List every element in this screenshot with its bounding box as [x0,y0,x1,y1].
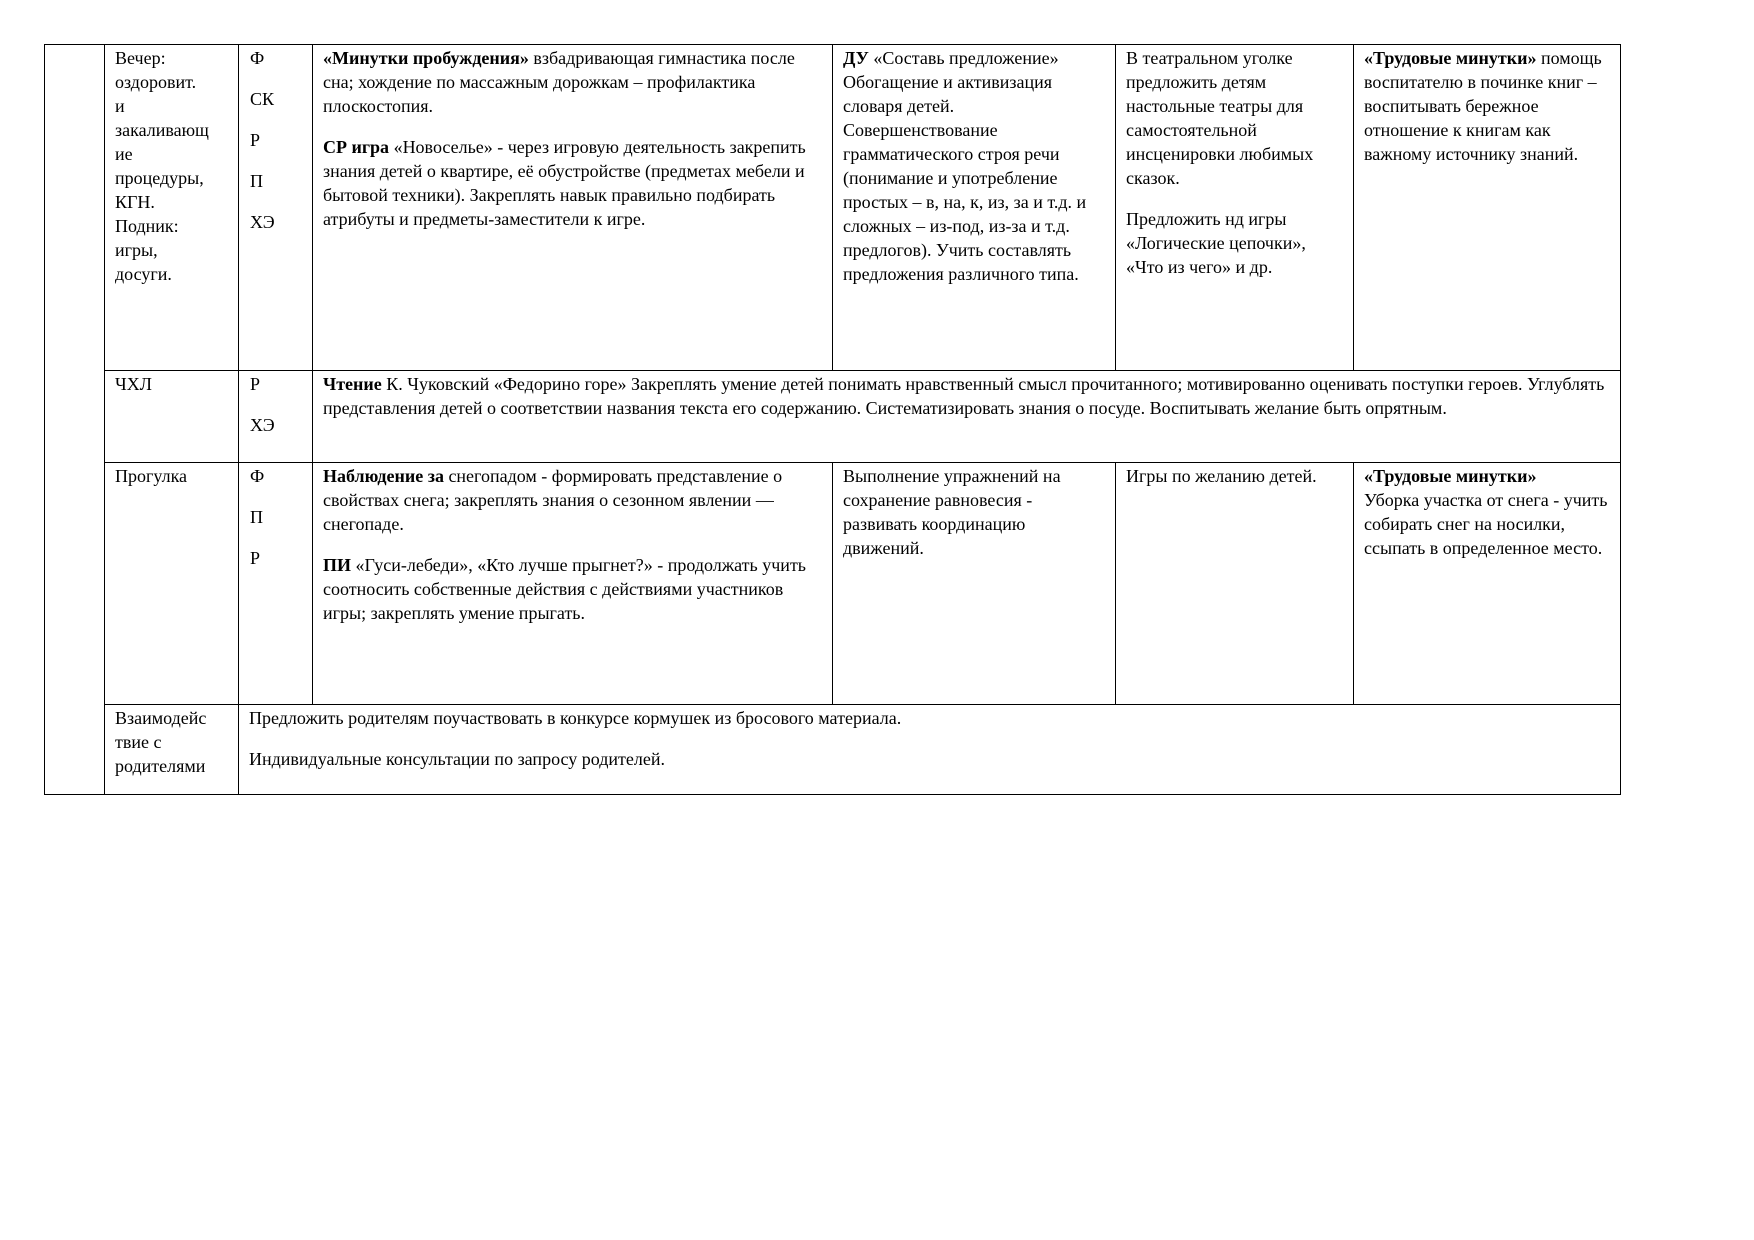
speech-exercise-text [843,46,1105,286]
section-cell-reading [105,371,239,463]
reading-body: К. Чуковский «Федорино горе» Закреплять умение детей понимать нравственный смысл прочитанного; мотивированно оценивать поступки героев. Углублять представления детей о соответствии названия текста его содержанию. Систематизировать знания о посуде. Воспитывать желание быть опрятным. [323,374,1605,418]
section-label-walk: Прогулка [115,466,188,486]
observation-title: Наблюдение за [323,466,444,486]
board-games-text: Предложить нд игры «Логические цепочки», «Что из чего» и др. [1126,209,1306,277]
theatre-corner-text: В театральном уголке предложить детям настольные театры для самостоятельной инсценировки любимых сказок. [1126,48,1314,188]
parents-cell [239,705,1621,795]
date-column [45,45,105,795]
section-label-evening: Вечер: оздоровит. и закаливающ ие процедуры, КГН. Подник: игры, досуги. [115,48,209,284]
observation-body: снегопадом - формировать представление о свойствах снега; закреплять знания о сезонном явлении — снегопаде. [323,466,783,534]
outdoor-games-text [323,553,822,625]
wakeup-exercise-title: «Минутки пробуждения» [323,48,529,68]
roleplay-game-body: «Новоселье» - через игровую деятельность закрепить знания детей о квартире, её обустройстве (предметах мебели и бытовой техники). Закреплять навык правильно подбирать атрибуты и предметы-заместители к игре. [323,137,806,229]
group-activity-cell-evening [313,45,833,371]
section-cell-parents [105,705,239,795]
code-sk: СК [250,89,275,109]
daily-plan-table [44,44,1621,795]
code-r: Р [250,548,261,568]
environment-cell-walk [1116,463,1354,705]
code-r: Р [250,130,261,150]
code-f: Ф [250,48,265,68]
code-khe: ХЭ [250,212,275,232]
labor-minutes-body-evening: помощь воспитателю в починке книг – воспитывать бережное отношение к книгам как важному источнику знаний. [1364,48,1602,164]
outdoor-games-title: ПИ [323,555,352,575]
roleplay-game-title: СР игра [323,137,390,157]
consultations-text: Индивидуальные консультации по запросу родителей. [249,749,665,769]
codes-cell-reading [239,371,313,463]
wakeup-exercise-body: взбадривающая гимнастика после сна; хождение по массажным дорожкам – профилактика плоскостопия. [323,48,795,116]
roleplay-game-text [323,135,822,231]
labor-cell-walk [1354,463,1621,705]
group-activity-cell-walk [313,463,833,705]
labor-minutes-text-evening [1364,46,1610,166]
section-cell-walk [105,463,239,705]
outdoor-games-body: «Гуси-лебеди», «Кто лучше прыгнет?» - продолжать учить соотносить собственные действия с действиями участников игры; закреплять умение прыгать. [323,555,807,623]
feeder-contest-text: Предложить родителям поучаствовать в конкурсе кормушек из бросового материала. [249,708,902,728]
codes-cell-walk [239,463,313,705]
row-parents [45,705,1621,795]
section-cell-evening [105,45,239,371]
labor-cell-evening [1354,45,1621,371]
row-evening [45,45,1621,371]
labor-minutes-title-walk: «Трудовые минутки» [1364,466,1537,486]
individual-work-cell-walk [833,463,1116,705]
code-f: Ф [250,466,265,486]
section-label-parents: Взаимодейс твие с родителями [115,708,207,776]
section-label-reading: ЧХЛ [115,374,152,394]
labor-minutes-title-evening: «Трудовые минутки» [1364,48,1537,68]
wakeup-exercise-text [323,46,822,118]
reading-text [323,372,1610,420]
code-p: П [250,507,263,527]
speech-exercise-title: ДУ [843,48,869,68]
code-p: П [250,171,263,191]
environment-cell-evening [1116,45,1354,371]
observation-text [323,464,822,536]
speech-exercise-body: «Составь предложение» Обогащение и активизация словаря детей. Совершенствование грамматического строя речи (понимание и употребление простых – в, на, к, из, за и т.д. и сложных – из-под, из-за и т.д. предлогов). Учить составлять предложения различного типа. [843,48,1087,284]
row-reading [45,371,1621,463]
row-walk [45,463,1621,705]
balance-exercise-text: Выполнение упражнений на сохранение равновесия - развивать координацию движений. [843,466,1061,558]
individual-work-cell-evening [833,45,1116,371]
code-khe: ХЭ [250,415,275,435]
free-games-text: Игры по желанию детей. [1126,466,1317,486]
code-r: Р [250,374,261,394]
reading-cell [313,371,1621,463]
labor-minutes-title-walk-line [1364,464,1610,488]
reading-title: Чтение [323,374,382,394]
labor-minutes-body-walk: Уборка участка от снега - учить собирать снег на носилки, ссыпать в определенное место. [1364,490,1608,558]
codes-cell-evening [239,45,313,371]
